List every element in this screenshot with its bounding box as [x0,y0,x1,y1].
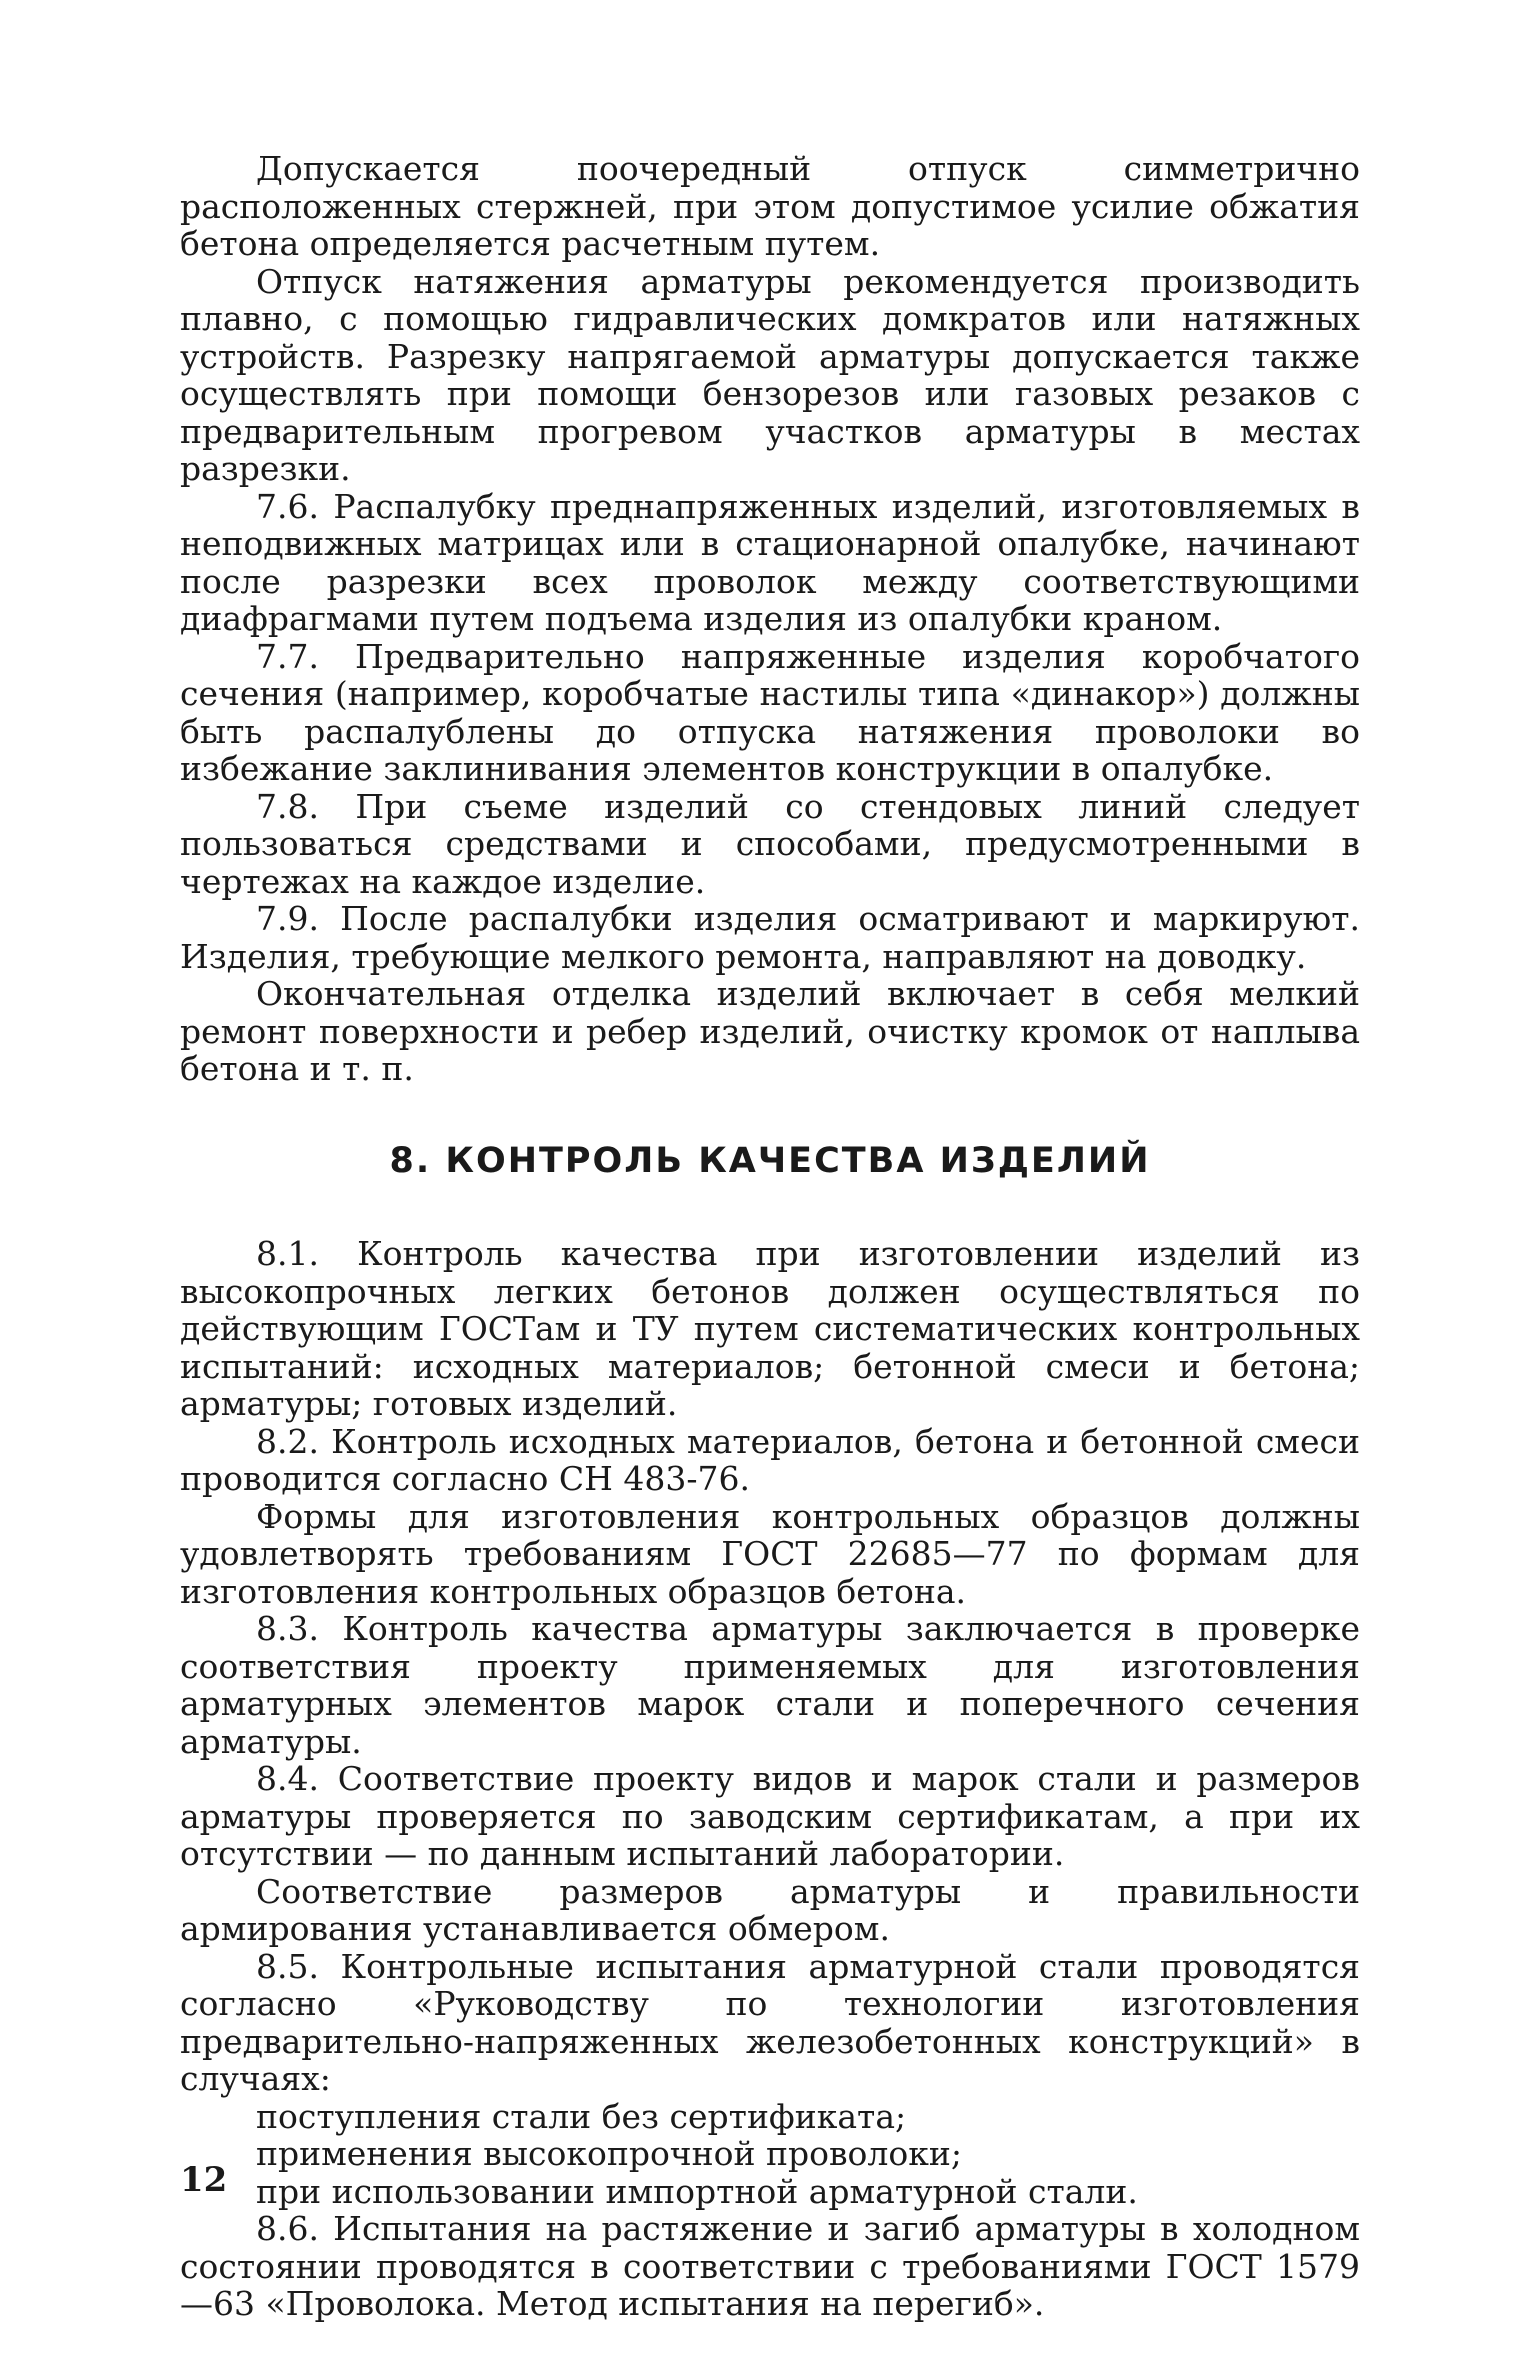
paragraph-7-6: 7.6. Распалубку преднапряженных изделий, изготовляемых в неподвижных матрицах или в стационарной опалубке, начинают после разрезки всех проволок между соответствующими диафрагмами путем подъема изделия из опалубки краном. [180,486,1360,638]
paragraph: Соответствие размеров арматуры и правильности армирования устанавливается обмером. [180,1871,1360,1948]
paragraph: Формы для изготовления контрольных образцов должны удовлетворять требованиям ГОСТ 22685—77 по формам для изготовления контрольных образцов бетона. [180,1496,1360,1611]
paragraph-8-3: 8.3. Контроль качества арматуры заключается в проверке соответствия проекту применяемых для изготовления арматурных элементов марок стали и поперечного сечения арматуры. [180,1609,1360,1761]
paragraph-7-7: 7.7. Предварительно напряженные изделия коробчатого сечения (например, коробчатые настилы типа «динакор») должны быть распалублены до отпуска натяжения проволоки во избежание заклинивания элементов конструкции в опалубке. [180,636,1360,788]
list-item: поступления стали без сертификата; [256,2096,907,2136]
list-item: применения высокопрочной проволоки; [256,2134,962,2173]
paragraph-8-6: 8.6. Испытания на растяжение и загиб арматуры в холодном состоянии проводятся в соответствии с требованиями ГОСТ 1579—63 «Проволока. Метод испытания на перегиб». [180,2209,1360,2323]
paragraph: Окончательная отделка изделий включает в себя мелкий ремонт поверхности и ребер изделий, очистку кромок от наплыва бетона и т. п. [180,974,1360,1088]
paragraph-7-8: 7.8. При съеме изделий со стендовых линий следует пользоваться средствами и способами, предусмотренными в чертежах на каждое изделие. [180,786,1360,901]
paragraph-8-2: 8.2. Контроль исходных материалов, бетона и бетонной смеси проводится согласно СН 483-76. [180,1421,1360,1498]
section-heading: 8. КОНТРОЛЬ КАЧЕСТВА ИЗДЕЛИЙ [389,1140,1151,1181]
paragraph: Допускается поочередный отпуск симметрично расположенных стержней, при этом допустимое усилие обжатия бетона определяется расчетным путем. [180,149,1360,263]
paragraph: Отпуск натяжения арматуры рекомендуется производить плавно, с помощью гидравлических домкратов или натяжных устройств. Разрезку напрягаемой арматуры допускается также осуществлять при помощи бензорезов или газовых резаков с предварительным прогревом участков арматуры в местах разрезки. [180,261,1360,488]
paragraph-8-5: 8.5. Контрольные испытания арматурной стали проводятся согласно «Руководству по технологии изготовления предварительно-напряженных железобетонных конструкций» в случаях: [180,1946,1360,2098]
paragraph-8-4: 8.4. Соответствие проекту видов и марок стали и размеров арматуры проверяется по заводским сертификатам, а при их отсутствии — по данным испытаний лаборатории. [180,1759,1360,1873]
list-item: при использовании импортной арматурной стали. [256,2171,1138,2211]
page-body [180,150,1360,2323]
page-number: 12 [180,2160,228,2200]
paragraph-7-9: 7.9. После распалубки изделия осматривают и маркируют. Изделия, требующие мелкого ремонта, направляют на доводку. [180,899,1360,976]
paragraph-8-1: 8.1. Контроль качества при изготовлении изделий из высокопрочных легких бетонов должен осуществляться по действующим ГОСТам и ТУ путем систематических контрольных испытаний: исходных материалов; бетонной смеси и бетона; арматуры; готовых изделий. [180,1234,1360,1423]
